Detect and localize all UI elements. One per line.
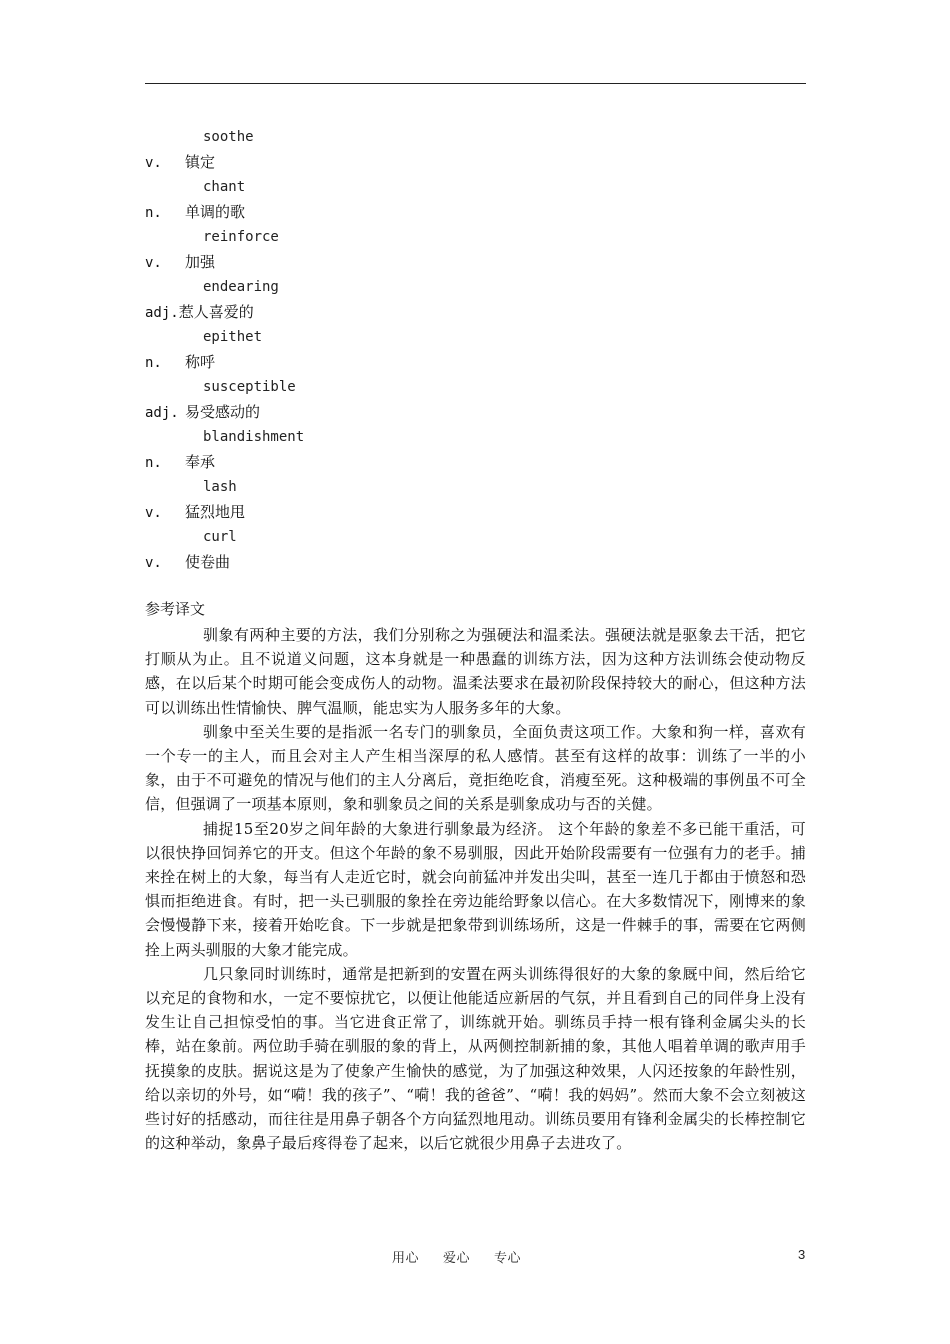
vocab-meaning: 镇定 [185,153,216,171]
part-of-speech: n. [145,205,162,221]
vocabulary-list [145,125,806,575]
vocab-definition [145,552,230,573]
part-of-speech: adj. [145,405,179,421]
vocab-definition [145,352,215,373]
motto-word: 爱心 [443,1251,471,1266]
vocab-entry [145,425,806,475]
vocab-meaning: 奉承 [185,453,216,471]
vocab-word: reinforce [203,229,279,245]
motto-word: 专心 [494,1251,522,1266]
part-of-speech: v. [145,155,162,171]
translation-paragraph: 驯象有两种主要的方法，我们分别称之为强硬法和温柔法。强硬法就是驱象去干活，把它打顺从为止。且不说道义问题，这本身就是一种愚蠢的训练方法，因为这种方法训练会使动物反感，在以后某个时期可能会变成伤人的动物。温柔法要求在最初阶段保持较大的耐心，但这种方法可以训练出性情愉快、脾气温顺，能忠实为人服务多年的大象。 [145,626,806,717]
vocab-entry [145,375,806,425]
vocab-word: endearing [203,279,279,295]
vocab-entry [145,125,806,175]
vocab-entry [145,525,806,575]
vocab-definition [145,302,254,323]
motto-word: 用心 [392,1251,420,1266]
vocab-word: epithet [203,329,263,345]
vocab-meaning: 使卷曲 [185,553,231,571]
part-of-speech: n. [145,455,162,471]
vocab-definition [145,402,260,423]
vocab-word: lash [203,479,237,495]
vocab-word: susceptible [203,379,296,395]
vocab-entry [145,225,806,275]
vocab-word: chant [203,179,246,195]
vocab-word: blandishment [203,429,305,445]
vocab-meaning: 称呼 [185,353,216,371]
page-footer [0,1247,950,1269]
vocab-definition [145,252,215,273]
vocab-definition [145,452,215,473]
vocab-definition [145,202,245,223]
translation-paragraph: 驯象中至关生要的是指派一名专门的驯象员，全面负责这项工作。大象和狗一样，喜欢有一个专一的主人，而且会对主人产生相当深厚的私人感情。甚至有这样的故事：训练了一半的小象，由于不可避免的情况与他们的主人分离后，竟拒绝吃食，消瘦至死。这种极端的事例虽不可全信，但强调了一项基本原则，象和驯象员之间的关系是驯象成功与否的关健。 [145,722,806,814]
part-of-speech: v. [145,255,162,271]
vocab-entry [145,175,806,225]
part-of-speech: v. [145,505,162,521]
page-number: 3 [798,1247,806,1262]
vocab-entry [145,325,806,375]
vocab-meaning: 易受感动的 [185,403,261,421]
header-rule [145,83,806,84]
vocab-entry [145,475,806,525]
part-of-speech: v. [145,555,162,571]
section-title: 参考译文 [145,600,206,618]
vocab-entry [145,275,806,325]
part-of-speech: n. [145,355,162,371]
part-of-speech: adj. [145,305,179,321]
vocab-word: soothe [203,129,254,145]
footer-motto [392,1247,545,1266]
translation-section [145,597,806,1155]
vocab-meaning: 猛烈地甩 [185,503,246,521]
vocab-word: curl [203,529,237,545]
vocab-definition [145,152,215,173]
vocab-meaning: 单调的歌 [185,203,246,221]
vocab-definition [145,502,245,523]
translation-paragraph: 捕捉15至20岁之间年龄的大象进行驯象最为经济。 这个年龄的象差不多已能干重活，可以很快挣回饲养它的开支。但这个年龄的象不易驯服，因此开始阶段需要有一位强有力的老手。捕来拴在树上的大象，每当有人走近它时，就会向前猛冲并发出尖叫，甚至一连几于都由于愤怒和恐惧而拒绝进食。有时，把一头已驯服的象拴在旁边能给野象以信心。在大多数情况下，刚博来的象会慢慢静下来，接着开始吃食。下一步就是把象带到训练场所，这是一件棘手的事，需要在它两侧拴上两头驯服的大象才能完成。 [145,819,806,959]
vocab-meaning: 惹人喜爱的 [178,303,254,321]
vocab-meaning: 加强 [185,253,216,271]
translation-paragraph: 几只象同时训练时，通常是把新到的安置在两头训练得很好的大象的象厩中间，然后给它以充足的食物和水，一定不要惊扰它，以便让他能适应新居的气氛，并且看到自己的同伴身上没有发生让自己担惊受怕的事。当它进食正常了，训练就开始。驯练员手持一根有锋利金属尖头的长棒，站在象前。两位助手骑在驯服的象的背上，从两侧控制新捕的象，其他人唱着单调的歌声用手抚摸象的皮肤。据说这是为了使象产生愉快的感觉，为了加强这种效果，人闪还按象的年龄性别，给以亲切的外号，如“嗬！我的孩子”、“嗬！我的爸爸”、“嗬！我的妈妈”。然而大象不会立刻被这些讨好的括感动，而往往是用鼻子朝各个方向猛烈地甩动。训练员要用有锋利金属尖的长棒控制它的这种举动，象鼻子最后疼得卷了起来，以后它就很少用鼻子去进攻了。 [145,964,806,1153]
